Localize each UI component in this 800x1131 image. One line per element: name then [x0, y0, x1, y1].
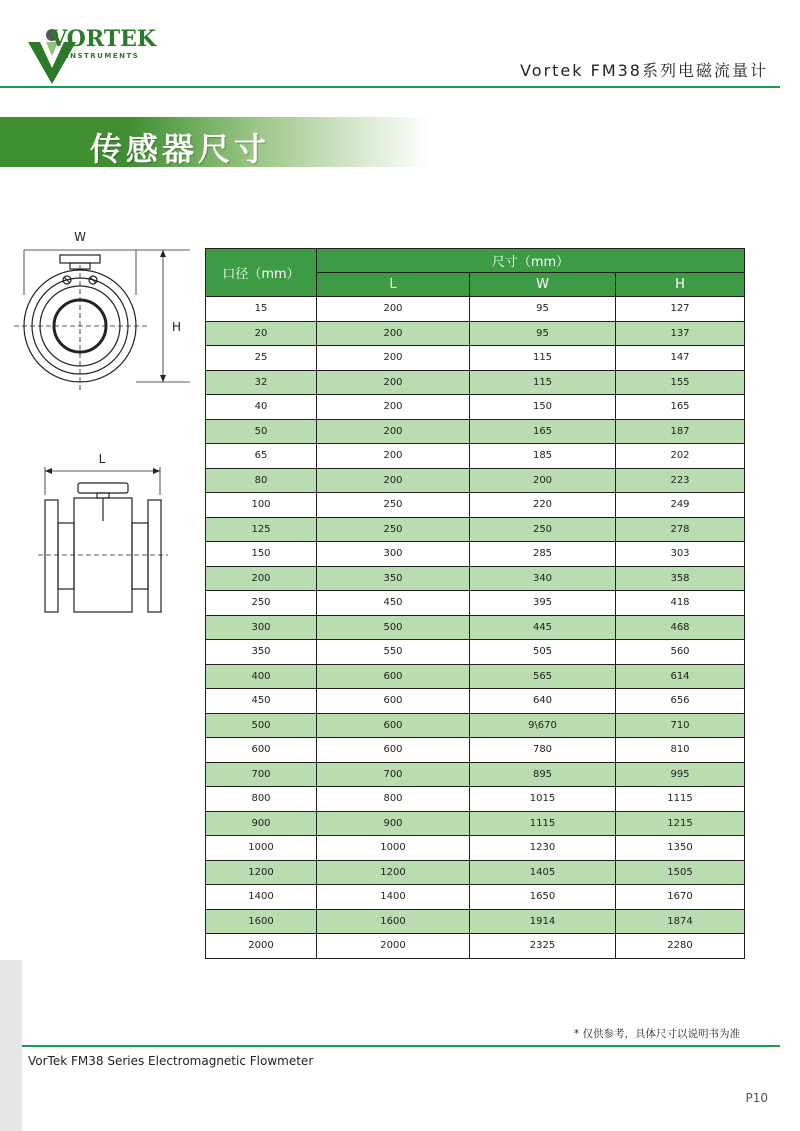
table-cell-w: 895: [470, 762, 616, 787]
table-cell-d: 1200: [206, 860, 317, 885]
table-row: [206, 934, 745, 959]
table-cell-d: 600: [206, 738, 317, 763]
table-cell-l: 200: [317, 444, 470, 469]
table-cell-w: 1914: [470, 909, 616, 934]
table-cell-l: 2000: [317, 934, 470, 959]
table-cell-h: 127: [616, 297, 745, 322]
table-cell-h: 656: [616, 689, 745, 714]
table-cell-h: 995: [616, 762, 745, 787]
table-cell-h: 165: [616, 395, 745, 420]
table-cell-w: 150: [470, 395, 616, 420]
table-row: [206, 493, 745, 518]
table-row: [206, 395, 745, 420]
table-body: [206, 297, 745, 959]
table-row: [206, 885, 745, 910]
table-cell-l: 800: [317, 787, 470, 812]
table-cell-d: 25: [206, 346, 317, 371]
table-cell-d: 900: [206, 811, 317, 836]
table-cell-d: 125: [206, 517, 317, 542]
table-cell-d: 100: [206, 493, 317, 518]
table-cell-w: 1650: [470, 885, 616, 910]
table-row: [206, 836, 745, 861]
table-cell-h: 1874: [616, 909, 745, 934]
table-cell-w: 395: [470, 591, 616, 616]
table-cell-d: 350: [206, 640, 317, 665]
table-cell-h: 249: [616, 493, 745, 518]
table-cell-w: 285: [470, 542, 616, 567]
table-cell-h: 1215: [616, 811, 745, 836]
table-cell-d: 65: [206, 444, 317, 469]
table-cell-w: 445: [470, 615, 616, 640]
table-cell-w: 1405: [470, 860, 616, 885]
table-cell-l: 900: [317, 811, 470, 836]
dimension-label-w: W: [74, 230, 86, 244]
table-row: [206, 762, 745, 787]
table-cell-h: 468: [616, 615, 745, 640]
front-view: [14, 250, 190, 390]
table-cell-w: 565: [470, 664, 616, 689]
table-cell-l: 200: [317, 370, 470, 395]
table-cell-w: 640: [470, 689, 616, 714]
dimension-table: [205, 248, 745, 959]
table-cell-w: 505: [470, 640, 616, 665]
table-cell-d: 250: [206, 591, 317, 616]
table-cell-w: 115: [470, 370, 616, 395]
table-cell-d: 2000: [206, 934, 317, 959]
table-cell-d: 800: [206, 787, 317, 812]
table-row: [206, 640, 745, 665]
table-row: [206, 664, 745, 689]
document-title: Vortek FM38系列电磁流量计: [520, 61, 768, 80]
table-row: [206, 370, 745, 395]
table-cell-w: 340: [470, 566, 616, 591]
table-cell-l: 200: [317, 297, 470, 322]
table-cell-w: 95: [470, 321, 616, 346]
table-cell-h: 147: [616, 346, 745, 371]
column-header-size: 尺寸（mm）: [317, 249, 745, 273]
table-row: [206, 738, 745, 763]
table-cell-l: 450: [317, 591, 470, 616]
table-cell-w: 185: [470, 444, 616, 469]
footer-text: VorTek FM38 Series Electromagnetic Flowmeter: [28, 1054, 314, 1068]
table-cell-l: 350: [317, 566, 470, 591]
table-cell-w: 1230: [470, 836, 616, 861]
table-cell-l: 1000: [317, 836, 470, 861]
table-row: [206, 787, 745, 812]
table-cell-d: 50: [206, 419, 317, 444]
table-cell-l: 1400: [317, 885, 470, 910]
table-cell-l: 600: [317, 713, 470, 738]
table-row: [206, 419, 745, 444]
table-cell-h: 187: [616, 419, 745, 444]
section-title: 传感器尺寸: [90, 130, 271, 168]
table-cell-h: 223: [616, 468, 745, 493]
table-row: [206, 566, 745, 591]
header-divider: [0, 86, 780, 88]
table-cell-w: 115: [470, 346, 616, 371]
table-row: [206, 321, 745, 346]
table-cell-l: 200: [317, 321, 470, 346]
table-cell-d: 300: [206, 615, 317, 640]
table-cell-d: 40: [206, 395, 317, 420]
table-cell-h: 303: [616, 542, 745, 567]
table-cell-w: 165: [470, 419, 616, 444]
table-row: [206, 591, 745, 616]
table-cell-h: 1350: [616, 836, 745, 861]
table-cell-h: 560: [616, 640, 745, 665]
table-cell-h: 710: [616, 713, 745, 738]
table-cell-d: 32: [206, 370, 317, 395]
table-cell-h: 155: [616, 370, 745, 395]
table-cell-w: 1015: [470, 787, 616, 812]
table-cell-d: 20: [206, 321, 317, 346]
table-cell-h: 137: [616, 321, 745, 346]
table-cell-d: 150: [206, 542, 317, 567]
table-cell-l: 1200: [317, 860, 470, 885]
dimension-label-l: L: [98, 452, 106, 466]
table-cell-l: 300: [317, 542, 470, 567]
table-cell-h: 614: [616, 664, 745, 689]
column-header-diameter: 口径（mm）: [206, 249, 317, 297]
table-row: [206, 615, 745, 640]
table-cell-d: 1600: [206, 909, 317, 934]
table-row: [206, 860, 745, 885]
table-cell-l: 1600: [317, 909, 470, 934]
logo-subtitle: INSTRUMENTS: [66, 52, 140, 60]
table-row: [206, 713, 745, 738]
table-cell-d: 400: [206, 664, 317, 689]
table-cell-w: 95: [470, 297, 616, 322]
table-cell-l: 200: [317, 419, 470, 444]
side-view: [38, 467, 168, 612]
table-cell-d: 80: [206, 468, 317, 493]
table-cell-w: 1115: [470, 811, 616, 836]
table-row: [206, 542, 745, 567]
logo-wordmark: VORTEK: [50, 26, 157, 52]
table-row: [206, 444, 745, 469]
table-cell-d: 450: [206, 689, 317, 714]
footnote: * 仅供参考，具体尺寸以说明书为准: [573, 1028, 740, 1040]
table-row: [206, 517, 745, 542]
table-cell-d: 500: [206, 713, 317, 738]
table-cell-d: 15: [206, 297, 317, 322]
sensor-dimension-drawing: [0, 225, 200, 625]
page-number: P10: [745, 1091, 768, 1105]
table-row: [206, 689, 745, 714]
footer-divider: [22, 1045, 780, 1047]
table-cell-h: 1670: [616, 885, 745, 910]
table-cell-l: 250: [317, 493, 470, 518]
table-cell-d: 1000: [206, 836, 317, 861]
table-cell-d: 1400: [206, 885, 317, 910]
table-cell-l: 700: [317, 762, 470, 787]
table-cell-l: 200: [317, 468, 470, 493]
table-cell-l: 250: [317, 517, 470, 542]
table-cell-h: 1505: [616, 860, 745, 885]
table-cell-d: 200: [206, 566, 317, 591]
table-cell-w: 250: [470, 517, 616, 542]
table-cell-h: 2280: [616, 934, 745, 959]
table-cell-w: 200: [470, 468, 616, 493]
table-row: [206, 811, 745, 836]
table-cell-h: 358: [616, 566, 745, 591]
table-cell-d: 700: [206, 762, 317, 787]
table-cell-l: 550: [317, 640, 470, 665]
table-cell-l: 200: [317, 395, 470, 420]
column-header-w: W: [470, 273, 616, 297]
table-cell-w: 780: [470, 738, 616, 763]
table-row: [206, 346, 745, 371]
table-cell-l: 600: [317, 738, 470, 763]
dimension-label-h: H: [172, 320, 182, 334]
column-header-l: L: [317, 273, 470, 297]
table-cell-l: 500: [317, 615, 470, 640]
table-cell-h: 202: [616, 444, 745, 469]
table-cell-l: 600: [317, 689, 470, 714]
table-cell-l: 200: [317, 346, 470, 371]
column-header-h: H: [616, 273, 745, 297]
table-cell-h: 418: [616, 591, 745, 616]
table-cell-l: 600: [317, 664, 470, 689]
table-cell-h: 810: [616, 738, 745, 763]
table-cell-w: 2325: [470, 934, 616, 959]
table-cell-w: 220: [470, 493, 616, 518]
table-row: [206, 468, 745, 493]
table-row: [206, 297, 745, 322]
side-strip: [0, 960, 22, 1131]
table-cell-h: 278: [616, 517, 745, 542]
table-cell-w: 9\670: [470, 713, 616, 738]
table-cell-h: 1115: [616, 787, 745, 812]
table-row: [206, 909, 745, 934]
